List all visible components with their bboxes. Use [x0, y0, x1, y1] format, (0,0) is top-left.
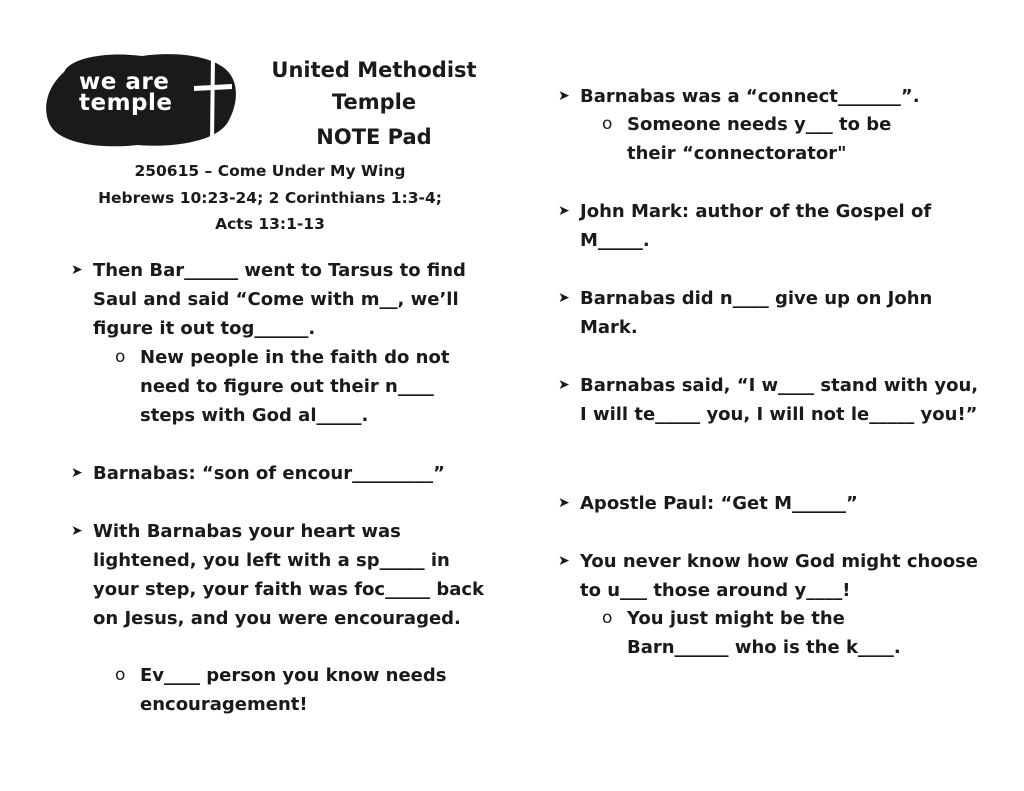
we-are-temple-logo: [42, 50, 240, 150]
left-subbullet-2: [115, 661, 495, 719]
left-subbullet-1-text: New people in the faith do not need to figure out their n____ steps with God al_____.: [140, 347, 450, 426]
arrowhead-bullet-icon: ➤: [71, 465, 83, 481]
scripture-line-2: Acts 13:1-13: [215, 215, 325, 233]
left-bullet-3: [71, 517, 498, 633]
right-bullet-4-text: Barnabas said, “I w____ stand with you, I will te_____ you, I will not le_____ you!”: [580, 375, 979, 425]
arrowhead-bullet-icon: ➤: [558, 290, 570, 306]
circle-bullet-icon: o: [602, 114, 613, 134]
title-line-2: Temple: [331, 90, 417, 114]
right-bullet-4: [558, 371, 985, 429]
right-bullet-2-text: John Mark: author of the Gospel of M_____.: [580, 201, 932, 251]
cross-icon: [192, 54, 234, 142]
sermon-title: 250615 – Come Under My Wing: [134, 162, 406, 180]
arrowhead-bullet-icon: ➤: [558, 88, 570, 104]
right-subbullet-2-text: You just might be the Barn______ who is the k____.: [627, 608, 901, 658]
right-bullet-1-text: Barnabas was a “connect_______”.: [580, 86, 920, 107]
arrowhead-bullet-icon: ➤: [558, 553, 570, 569]
arrowhead-bullet-icon: ➤: [558, 377, 570, 393]
left-bullet-2-text: Barnabas: “son of encour_________”: [93, 463, 445, 484]
scripture-line-1: Hebrews 10:23-24; 2 Corinthians 1:3-4;: [98, 189, 442, 207]
arrowhead-bullet-icon: ➤: [558, 203, 570, 219]
left-bullet-1: [71, 256, 493, 343]
arrowhead-bullet-icon: ➤: [71, 523, 83, 539]
right-bullet-1: [558, 82, 990, 111]
left-subbullet-1: [115, 343, 495, 430]
arrowhead-bullet-icon: ➤: [558, 495, 570, 511]
circle-bullet-icon: o: [115, 665, 126, 685]
left-bullet-3-text: With Barnabas your heart was lightened, you left with a sp_____ in your step, your faith was foc_____ back on Jesus, and you were encouraged.: [93, 521, 485, 629]
right-bullet-3: [558, 284, 985, 342]
right-bullet-6: [558, 547, 985, 605]
right-subbullet-1: [602, 110, 927, 168]
title-line-3: NOTE Pad: [316, 125, 432, 149]
right-subbullet-2: [602, 604, 952, 662]
right-bullet-6-text: You never know how God might choose to u___ those around y____!: [580, 551, 978, 601]
left-subbullet-2-text: Ev____ person you know needs encouragement!: [140, 665, 447, 715]
title-line-1: United Methodist: [271, 58, 477, 82]
left-bullet-2: [71, 459, 493, 488]
logo-text: [79, 69, 173, 116]
right-bullet-5: [558, 489, 985, 518]
left-bullet-1-text: Then Bar______ went to Tarsus to find Saul and said “Come with m__, we’ll figure it out tog______.: [93, 260, 466, 339]
circle-bullet-icon: o: [602, 608, 613, 628]
right-bullet-3-text: Barnabas did n____ give up on John Mark.: [580, 288, 933, 338]
right-bullet-2: [558, 197, 985, 255]
right-bullet-5-text: Apostle Paul: “Get M______”: [580, 493, 858, 514]
circle-bullet-icon: o: [115, 347, 126, 367]
logo-line-1: we are: [79, 69, 170, 95]
arrowhead-bullet-icon: ➤: [71, 262, 83, 278]
logo-line-2: temple: [79, 90, 173, 116]
right-subbullet-1-text: Someone needs y___ to be their “connectorator": [627, 114, 892, 164]
